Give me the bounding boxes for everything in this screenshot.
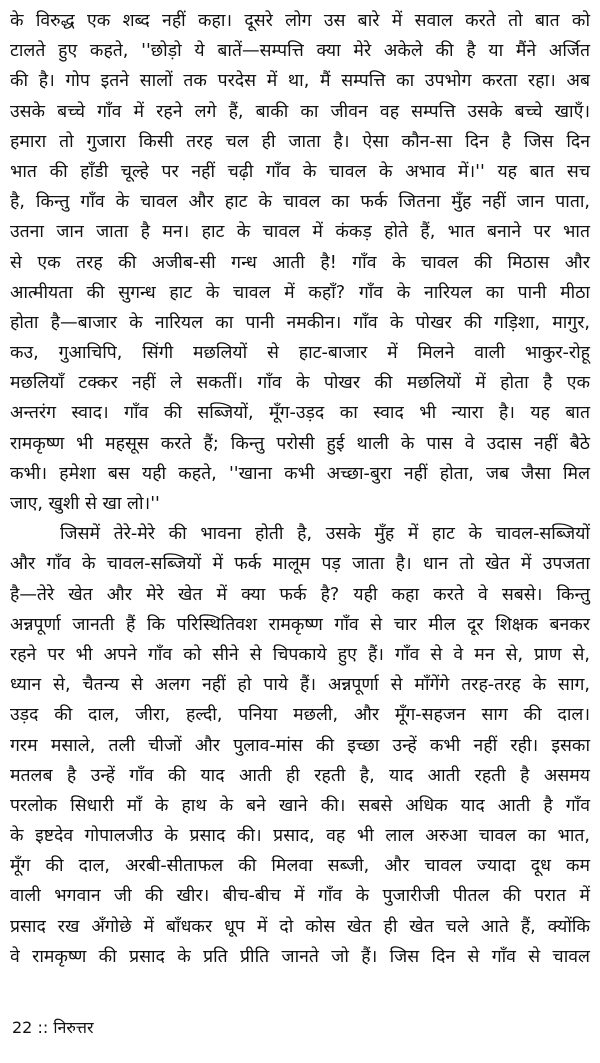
text-line: वे रामकृष्ण की प्रसाद के प्रति प्रीति जानते जो हैं। जिस दिन से गाँव से चावल [10,946,590,967]
text-line: भात की हाँडी चूल्हे पर नहीं चढ़ी गाँव के चावल के अभाव में।'' यह बात सच [10,161,590,182]
text-line: मतलब है उन्हें गाँव की याद आती ही रहती है, याद आती रहती है असमय [10,765,590,786]
footer-separator: :: [37,1018,49,1037]
text-line: अन्तरंग स्वाद। गाँव की सब्जियों, मूँग-उड़द का स्वाद भी न्यारा है। यह बात [10,403,590,424]
paragraph-2 [10,519,590,972]
page-number: 22 [12,1018,33,1037]
text-line: ध्यान से, चैतन्य से अलग नहीं हो पाये हैं। अन्नपूर्णा से माँगेंगे तरह-तरह के साग, [10,675,590,696]
book-page-body [10,6,590,972]
text-line: उसके बच्चे गाँव में रहने लगे हैं, बाकी का जीवन वह सम्पत्ति उसके बच्चे खाएँ। [10,101,590,122]
text-line: मछलियाँ टक्कर नहीं ले सकतीं। गाँव के पोखर की मछलियों में होता है एक [10,373,590,394]
text-line: मूँग की दाल, अरबी-सीताफल की मिलवा सब्जी, और चावल ज्यादा दूध कम [10,856,590,877]
text-line: कउ, गुआचिपि, सिंगी मछलियों से हाट-बाजार में मिलने वाली भाकुर-रोहू [10,343,590,364]
text-line: उतना जान जाता है मन। हाट के चावल में कंकड़ होते हैं, भात बनाने पर भात [10,222,590,243]
text-line: अन्नपूर्णा जानती हैं कि परिस्थितिवश रामकृष्ण गाँव से चार मील दूर शिक्षक बनकर [10,614,590,635]
text-line: रहने पर भी अपने गाँव को सीने से चिपकाये हुए हैं। गाँव से वे मन से, प्राण से, [10,644,590,665]
text-line: परलोक सिधारी माँ के हाथ के बने खाने की। सबसे अधिक याद आती है गाँव [10,795,590,816]
text-line: होता है—बाजार के नारियल का पानी नमकीन। गाँव के पोखर की गड़िशा, मागुर, [10,312,590,333]
text-line: हमारा तो गुजारा किसी तरह चल ही जाता है। ऐसा कौन-सा दिन है जिस दिन [10,131,590,152]
book-title: निरुत्तर [53,1018,94,1037]
text-line: जाए, खुशी से खा लो।'' [10,494,160,514]
text-line: से एक तरह की अजीब-सी गन्ध आती है! गाँव के चावल की मिठास और [10,252,590,273]
text-line: जिसमें तेरे-मेरे की भावना होती है, उसके मुँह में हाट के चावल-सब्जियों [60,524,590,545]
text-line: गरम मसाले, तली चीजों और पुलाव-मांस की इच्छा उन्हें कभी नहीं रही। इसका [10,735,590,756]
text-line: है—तेरे खेत और मेरे खेत में क्या फर्क है? यही कहा करते वे सबसे। किन्तु [10,584,590,605]
text-line: के विरुद्ध एक शब्द नहीं कहा। दूसरे लोग उस बारे में सवाल करते तो बात को [10,11,590,31]
text-line: रामकृष्ण भी महसूस करते हैं; किन्तु परोसी हुई थाली के पास वे उदास नहीं बैठे [10,433,590,454]
text-line: के इष्टदेव गोपालजीउ के प्रसाद की। प्रसाद, वह भी लाल अरुआ चावल का भात, [10,826,590,847]
text-line: उड़द की दाल, जीरा, हल्दी, पनिया मछली, और मूँग-सहजन साग की दाल। [10,705,590,726]
text-line: टालते हुए कहते, ''छोड़ो ये बातें—सम्पत्ति क्या मेरे अकेले की है या मैंने अर्जित [10,41,590,62]
text-line: आत्मीयता की सुगन्ध हाट के चावल में कहाँ? गाँव के नारियल का पानी मीठा [10,282,590,303]
text-line: है, किन्तु गाँव के चावल और हाट के चावल का फर्क जितना मुँह नहीं जान पाता, [10,192,590,213]
text-line: वाली भगवान जी की खीर। बीच-बीच में गाँव के पुजारीजी पीतल की परात में [10,886,590,907]
text-line: की है। गोप इतने सालों तक परदेस में था, मैं सम्पत्ति का उपभोग करता रहा। अब [10,71,590,92]
paragraph-1 [10,6,590,519]
text-line: और गाँव के चावल-सब्जियों में फर्क मालूम पड़ जाता है। धान तो खेत में उपजता [10,554,590,575]
page-footer [12,1016,94,1040]
text-line: प्रसाद रख अँगोछे में बाँधकर धूप में दो कोस खेत ही खेत चले आते हैं, क्योंकि [10,916,590,937]
text-line: कभी। हमेशा बस यही कहते, ''खाना कभी अच्छा-बुरा नहीं होता, जब जैसा मिल [10,463,590,484]
